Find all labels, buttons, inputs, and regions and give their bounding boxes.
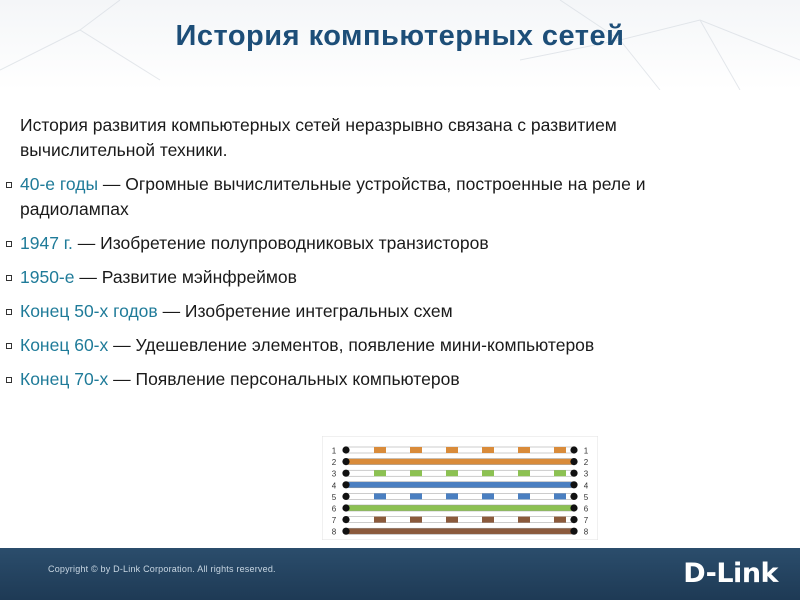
pin-label-left: 8	[331, 527, 337, 537]
square-bullet-icon	[6, 275, 12, 281]
pin-connector	[342, 493, 349, 500]
ethernet-cable-pinout-icon	[322, 436, 598, 540]
wire-stripe	[410, 447, 422, 453]
pin-connector	[570, 470, 577, 477]
wire-stripe	[374, 470, 386, 476]
wire-stripe	[446, 470, 458, 476]
list-item	[6, 367, 726, 392]
list-item	[6, 265, 726, 290]
pin-label-left: 6	[331, 504, 337, 514]
item-text: — Огромные вычислительные устройства, построенные на реле и радиолампах	[20, 174, 646, 219]
wire-stripe	[482, 470, 494, 476]
pin-label-left: 7	[331, 516, 337, 526]
wire	[346, 482, 574, 488]
pin-connector	[570, 504, 577, 511]
wire-stripe	[410, 517, 422, 523]
wire-stripe	[374, 517, 386, 523]
pin-label-right: 2	[583, 458, 589, 468]
slide-title: История компьютерных сетей	[175, 20, 625, 52]
wire	[346, 505, 574, 511]
pin-label-right: 4	[583, 481, 589, 491]
pin-connector	[342, 446, 349, 453]
pin-label-right: 5	[583, 492, 589, 502]
item-text: — Развитие мэйнфреймов	[74, 267, 297, 287]
wire-stripe	[410, 470, 422, 476]
wire-stripe	[518, 493, 530, 499]
pin-label-right: 3	[583, 469, 589, 479]
pin-label-right: 8	[583, 527, 589, 537]
item-text: — Изобретение полупроводниковых транзисторов	[72, 233, 489, 253]
pin-connector	[570, 516, 577, 523]
pin-connector	[342, 504, 349, 511]
square-bullet-icon	[6, 377, 12, 383]
pin-connector	[570, 481, 577, 488]
wire-stripe	[482, 517, 494, 523]
pin-label-right: 6	[583, 504, 589, 514]
item-text: — Изобретение интегральных схем	[157, 301, 453, 321]
pin-connector	[342, 470, 349, 477]
footer-bar	[0, 548, 800, 600]
pin-label-left: 2	[331, 458, 337, 468]
square-bullet-icon	[6, 343, 12, 349]
dlink-logo: D-Link	[683, 558, 778, 589]
list-item	[6, 172, 726, 222]
pin-label-left: 5	[331, 492, 337, 502]
wire-stripe	[446, 517, 458, 523]
square-bullet-icon	[6, 182, 12, 188]
list-item	[6, 299, 726, 324]
wire-stripe	[518, 517, 530, 523]
pin-connector	[342, 458, 349, 465]
intro-text: История развития компьютерных сетей неразрывно связана с развитием вычислительной техники.	[20, 115, 617, 160]
wire-stripe	[518, 470, 530, 476]
pin-label-left: 3	[331, 469, 337, 479]
slide-content	[6, 113, 726, 401]
wire-stripe	[554, 493, 566, 499]
wire-stripe	[482, 493, 494, 499]
pin-connector	[570, 528, 577, 535]
wire-stripe	[554, 447, 566, 453]
wire-stripe	[446, 447, 458, 453]
pin-connector	[570, 493, 577, 500]
wire-stripe	[374, 493, 386, 499]
wire	[346, 528, 574, 534]
item-key: 1947 г.	[20, 233, 73, 253]
pin-connector	[342, 516, 349, 523]
pin-label-right: 7	[583, 516, 589, 526]
wire-stripe	[410, 493, 422, 499]
wire-stripe	[518, 447, 530, 453]
wire-stripe	[482, 447, 494, 453]
pin-label-left: 1	[331, 446, 337, 456]
wire-stripe	[554, 517, 566, 523]
list-item	[6, 231, 726, 256]
pin-connector	[570, 446, 577, 453]
item-text: — Удешевление элементов, появление мини-компьютеров	[108, 335, 595, 355]
list-item	[6, 333, 726, 358]
square-bullet-icon	[6, 241, 12, 247]
item-key: 1950-е	[20, 267, 75, 287]
item-text: — Появление персональных компьютеров	[108, 369, 460, 389]
item-key: 40-е годы	[20, 174, 99, 194]
pin-connector	[342, 481, 349, 488]
square-bullet-icon	[6, 309, 12, 315]
item-key: Конец 70-х	[20, 369, 109, 389]
pin-connector	[342, 528, 349, 535]
copyright-text: Copyright © by D-Link Corporation. All rights reserved.	[48, 564, 276, 574]
wire-stripe	[374, 447, 386, 453]
wire-stripe	[446, 493, 458, 499]
pin-connector	[570, 458, 577, 465]
pin-label-left: 4	[331, 481, 337, 491]
wire	[346, 459, 574, 465]
item-key: Конец 50-х годов	[20, 301, 158, 321]
item-key: Конец 60-х	[20, 335, 109, 355]
pin-label-right: 1	[583, 446, 589, 456]
wire-stripe	[554, 470, 566, 476]
